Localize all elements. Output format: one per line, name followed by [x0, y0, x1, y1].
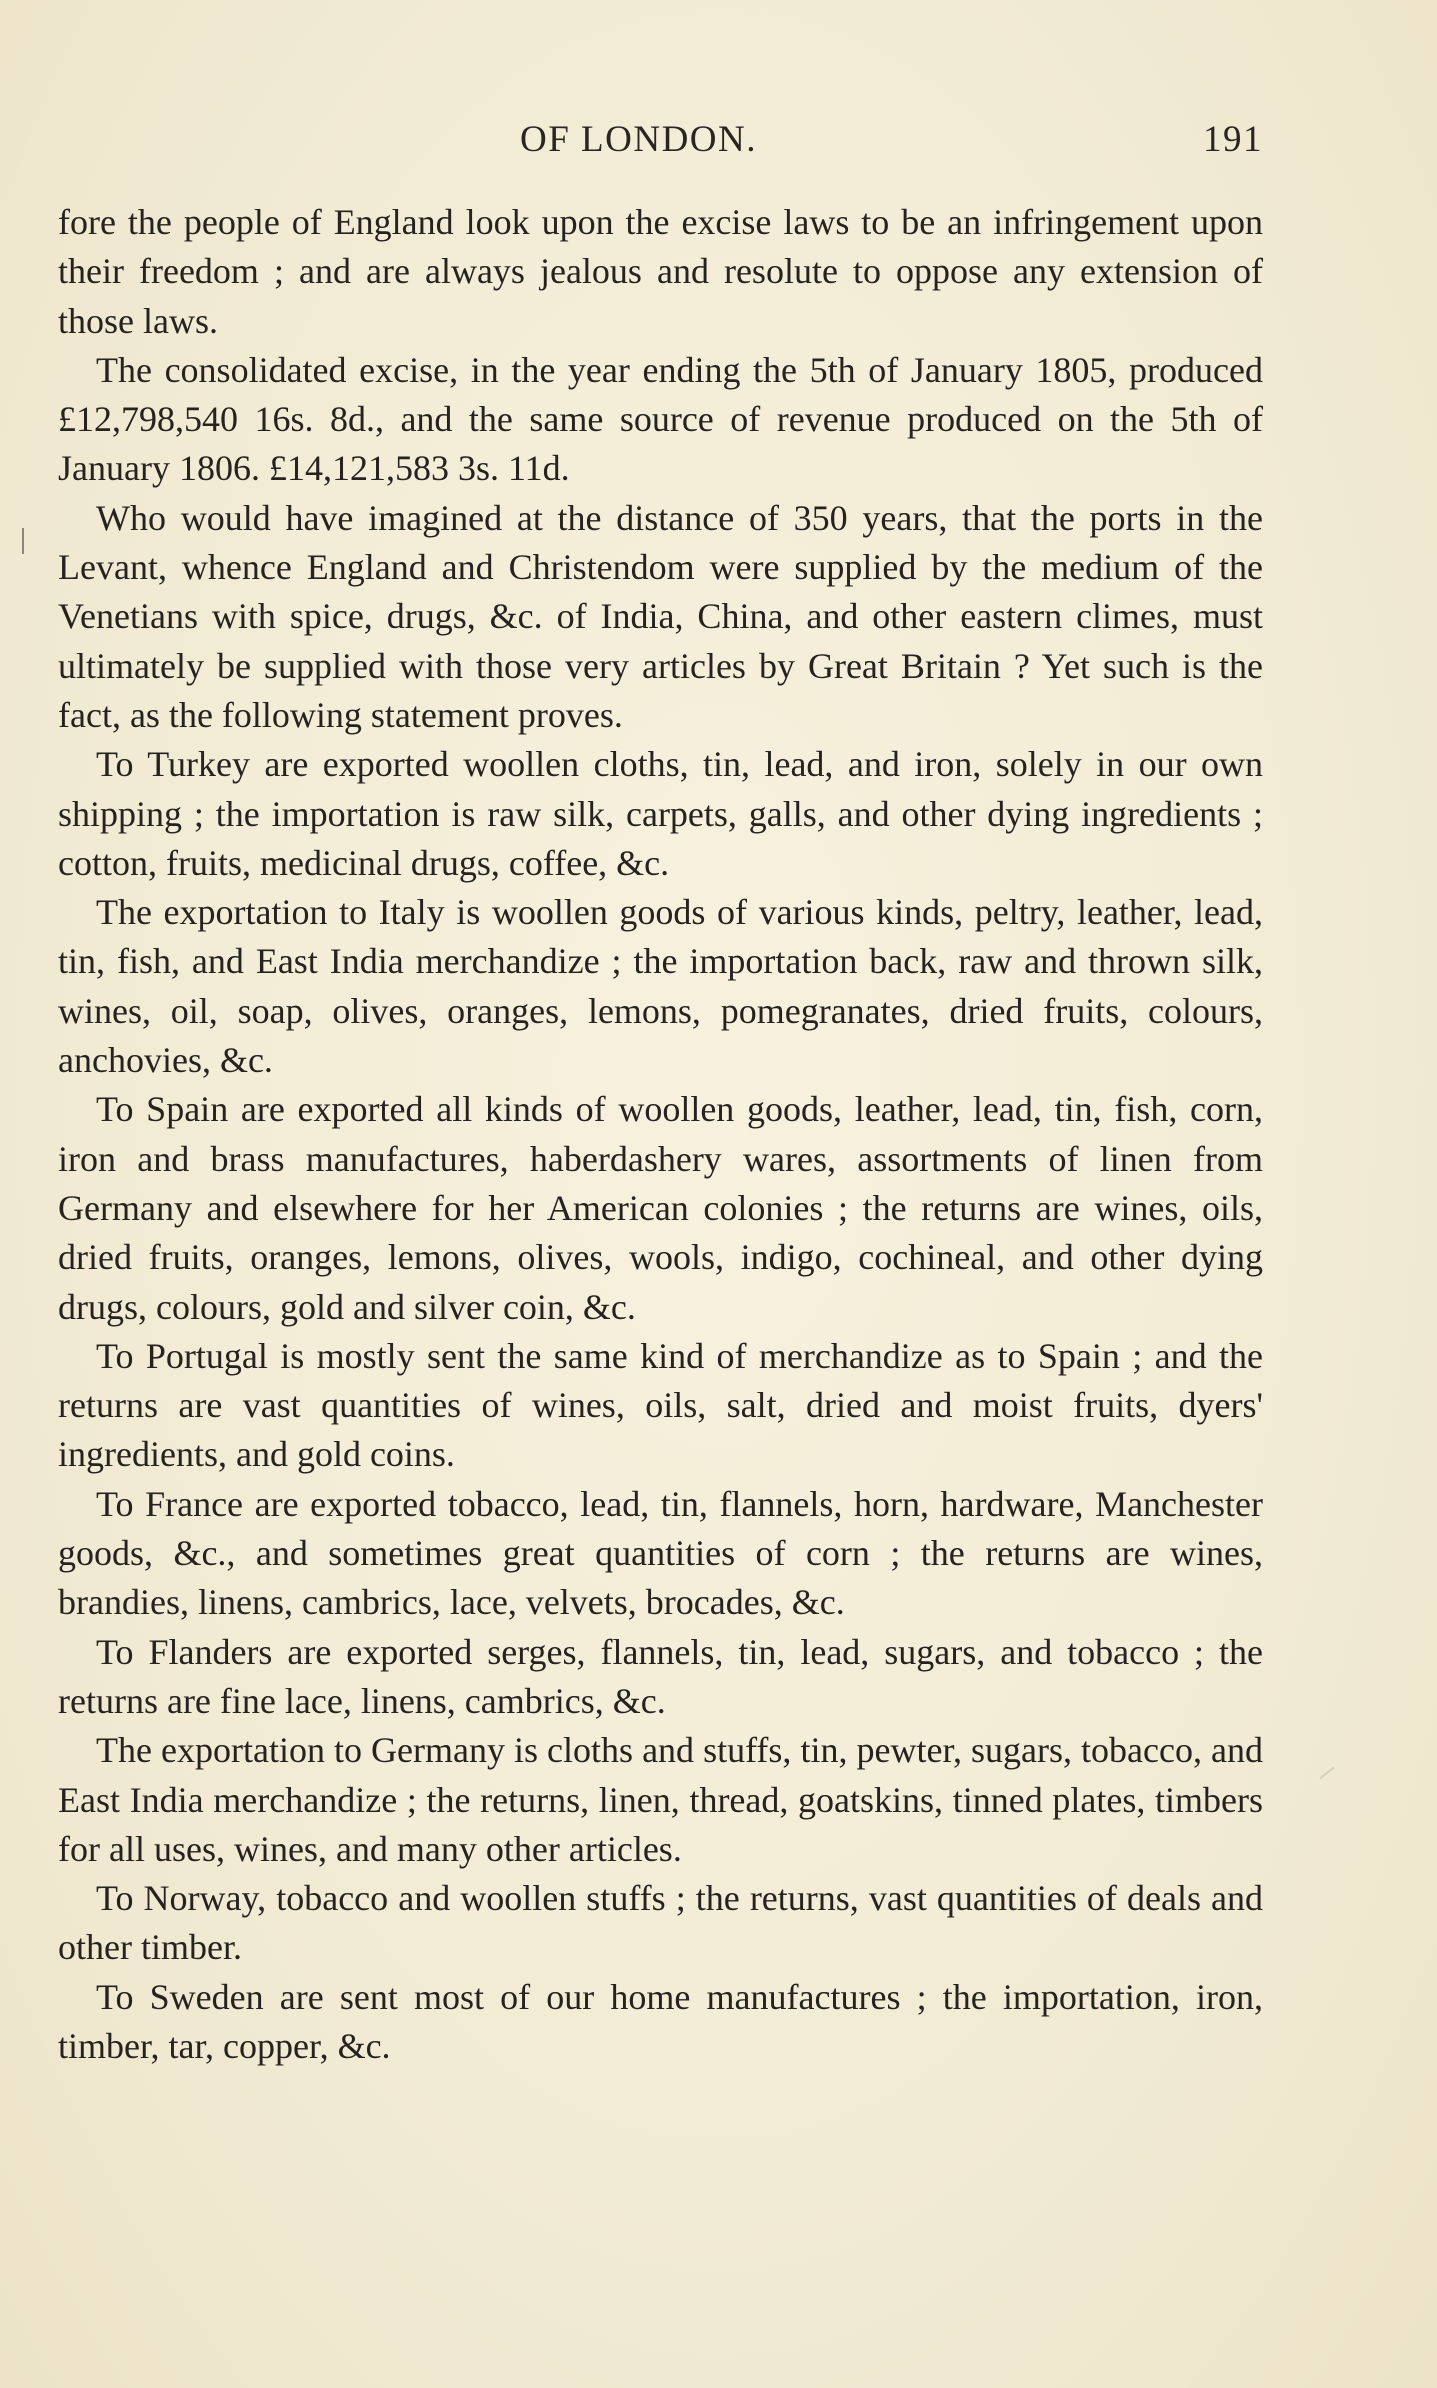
- paragraph: To France are exported tobacco, lead, tin, flannels, horn, hardware, Manchester goods, &c., and sometimes great quantities of corn ; the returns are wines, brandies, linens, cambrics, lace, velvets, brocades, &c.: [58, 1483, 1263, 1623]
- paragraph: To Norway, tobacco and woollen stuffs ; the returns, vast quantities of deals and other timber.: [58, 1878, 1263, 1968]
- running-title: OF LONDON.: [520, 119, 757, 160]
- paragraph: Who would have imagined at the distance of 350 years, that the ports in the Levant, whence England and Christendom were supplied by the medium of the Venetians with spice, drugs, &c. of India, China, and other eastern climes, must ultimately be supplied with those very articles by Great Britain ? Yet such is the fact, as the following statement proves.: [58, 497, 1263, 735]
- paragraph: To Portugal is mostly sent the same kind of merchandize as to Spain ; and the returns are vast quantities of wines, oils, salt, dried and moist fruits, dyers' ingredients, and gold coins.: [58, 1335, 1263, 1475]
- paragraph: The exportation to Germany is cloths and stuffs, tin, pewter, sugars, tobacco, and East India merchandize ; the returns, linen, thread, goatskins, tinned plates, timbers for all uses, wines, and many other articles.: [58, 1730, 1263, 1869]
- paragraph: To Spain are exported all kinds of woollen goods, leather, lead, tin, fish, corn, iron and brass manufactures, haberdashery wares, assortments of linen from Germany and elsewhere for her American colonies ; the returns are wines, oils, dried fruits, oranges, lemons, olives, wools, indigo, cochineal, and other dying drugs, colours, gold and silver coin, &c.: [58, 1089, 1263, 1327]
- margin-mark: [22, 528, 24, 554]
- page-number: 191: [1203, 119, 1263, 160]
- paragraph: The exportation to Italy is woollen goods of various kinds, peltry, leather, lead, tin, fish, and East India merchandize ; the importation back, raw and thrown silk, wines, oil, soap, olives, oranges, lemons, pomegranates, dried fruits, colours, anchovies, &c.: [58, 892, 1263, 1081]
- stray-mark: [1319, 1767, 1334, 1780]
- paragraph: To Turkey are exported woollen cloths, tin, lead, and iron, solely in our own shipping ; the importation is raw silk, carpets, galls, and other dying ingredients ; cotton, fruits, medicinal drugs, coffee, &c.: [58, 744, 1263, 883]
- paragraph: To Flanders are exported serges, flannels, tin, lead, sugars, and tobacco ; the returns are fine lace, linens, cambrics, &c.: [58, 1631, 1263, 1721]
- paragraph: fore the people of England look upon the excise laws to be an infringement upon their freedom ; and are always jealous and resolute to oppose any extension of those laws.: [58, 202, 1263, 341]
- page-header: [58, 118, 1263, 174]
- paragraph: To Sweden are sent most of our home manufactures ; the importation, iron, timber, tar, copper, &c.: [58, 1976, 1263, 2066]
- paragraph: The consolidated excise, in the year ending the 5th of January 1805, produced £12,798,540 16s. 8d., and the same source of revenue produced on the 5th of January 1806. £14,121,583 3s. 11d.: [58, 349, 1263, 489]
- body-text: [58, 198, 1263, 2071]
